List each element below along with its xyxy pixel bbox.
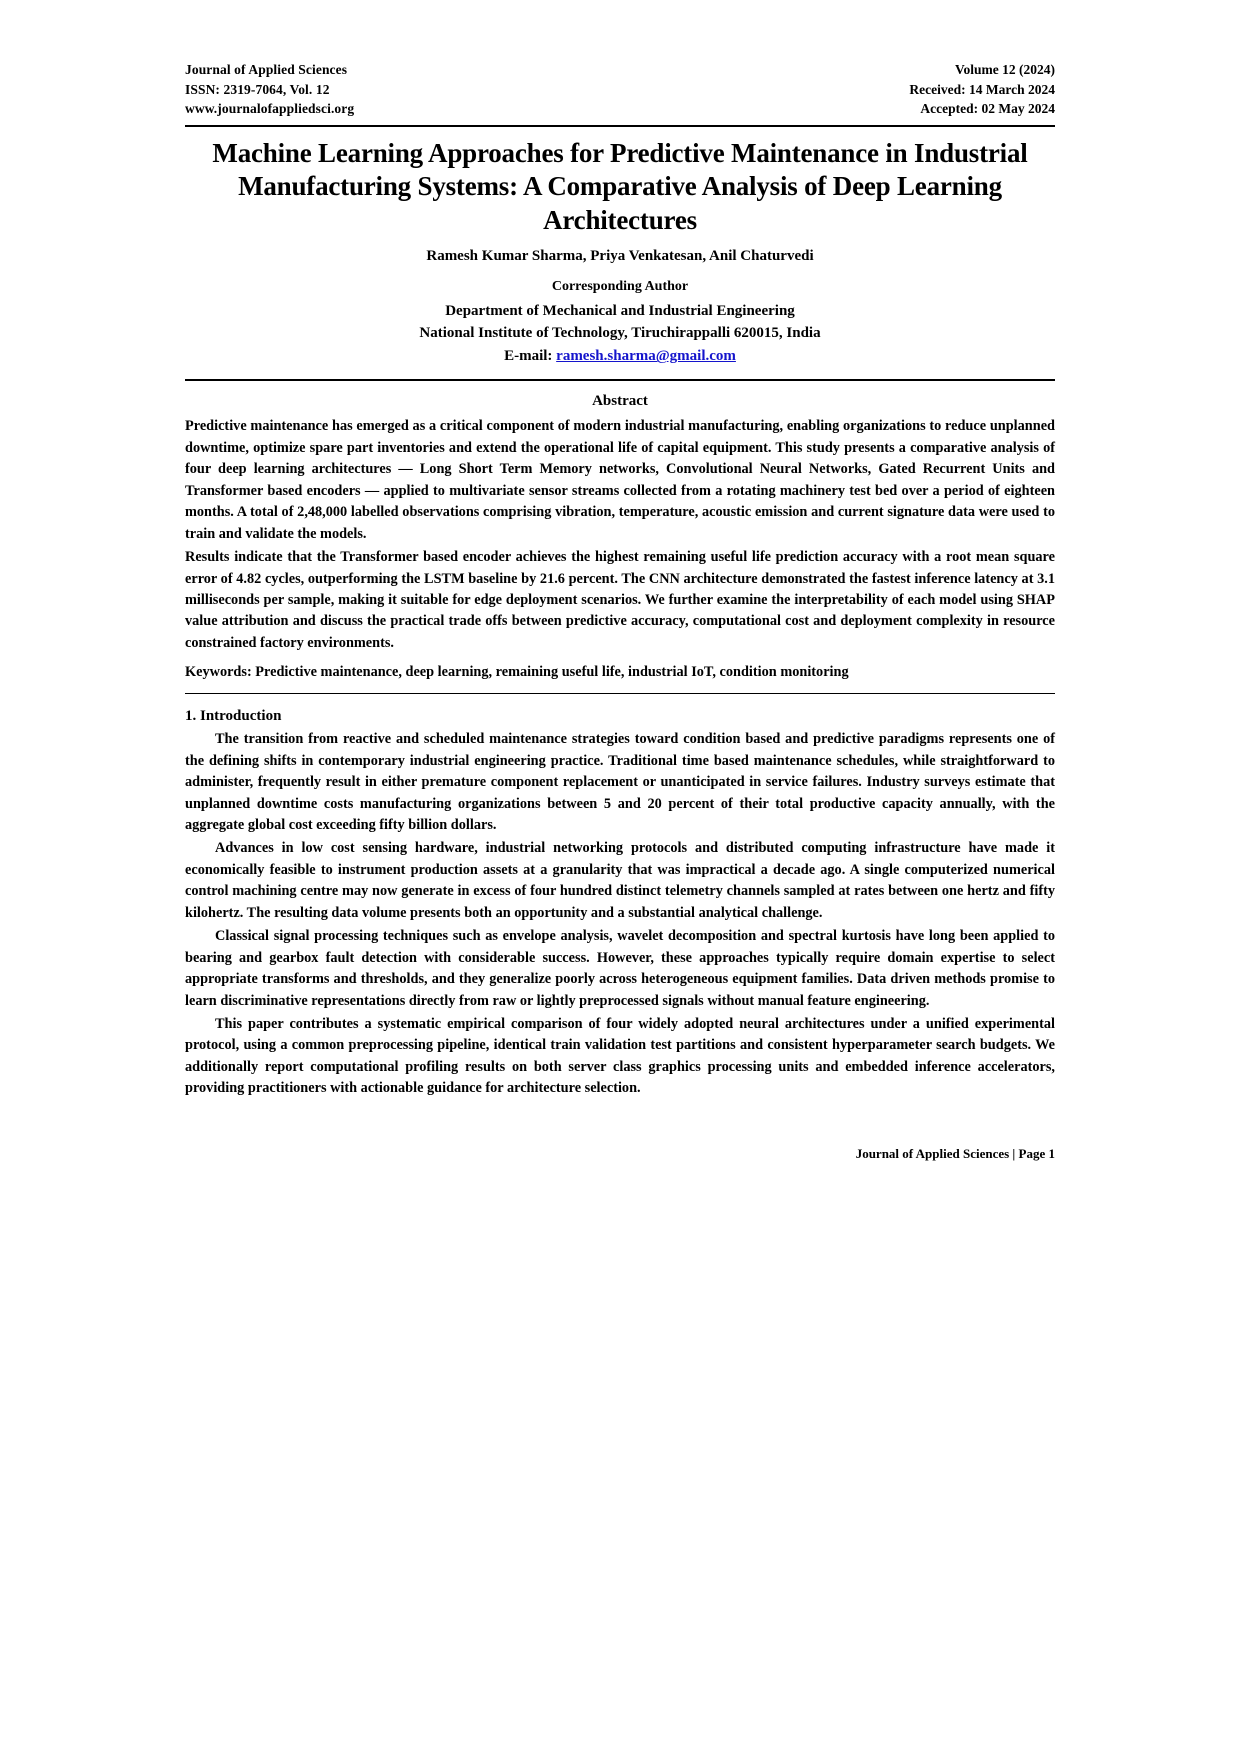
author-list: Ramesh Kumar Sharma, Priya Venkatesan, Anil Chaturvedi — [426, 247, 814, 264]
introduction-heading: 1. Introduction — [185, 708, 282, 725]
page-footer: Journal of Applied Sciences | Page 1 — [855, 1145, 1055, 1161]
abstract-paragraph-2: Results indicate that the Transformer based encoder achieves the highest remaining useful life prediction accuracy with a root mean square error of 4.82 cycles, outperforming the LSTM baseline by 21.6 percent. The CNN architecture demonstrated the fastest inference latency at 3.1 milliseconds per sample, making it suitable for edge deployment scenarios. We further examine the interpretability of each model using SHAP value attribution and discuss the practical trade offs between predictive accuracy, computational cost and deployment complexity in resource constrained factory environments. — [185, 549, 1055, 651]
page-title: Machine Learning Approaches for Predictive Maintenance in Industrial Manufacturing Systems: A Comparative Analysis of Deep Learning Architectures — [212, 137, 1028, 236]
email-link[interactable]: ramesh.sharma@gmail.com — [556, 348, 736, 365]
email-row — [185, 348, 1055, 365]
volume-label: Volume 12 (2024) — [955, 62, 1055, 77]
affiliation-line-1: Department of Mechanical and Industrial Engineering — [445, 302, 795, 319]
affiliation-line-2: National Institute of Technology, Tiruchirappalli 620015, India — [419, 324, 821, 341]
intro-paragraph-2: Advances in low cost sensing hardware, industrial networking protocols and distributed computing infrastructure have made it economically feasible to instrument production assets at a granularity that was impractical a decade ago. A single computerized numerical control machining centre may now generate in excess of four hundred distinct telemetry channels sampled at rates between one hertz and fifty kilohertz. The resulting data volume presents both an opportunity and a substantial analytical challenge. — [185, 840, 1055, 921]
keywords-value: Predictive maintenance, deep learning, remaining useful life, industrial IoT, condition monitoring — [255, 664, 849, 681]
email-label: E-mail: — [504, 348, 557, 365]
journal-header-right — [725, 60, 1055, 119]
abstract-divider-top — [185, 379, 1055, 381]
abstract-paragraph-1: Predictive maintenance has emerged as a critical component of modern industrial manufacturing, enabling organizations to reduce unplanned downtime, optimize spare part inventories and extend the operational life of capital equipment. This study presents a comparative analysis of four deep learning architectures — Long Short Term Memory networks, Convolutional Neural Networks, Gated Recurrent Units and Transformer based encoders — applied to multivariate sensor streams collected from a rotating machinery test bed over a period of eighteen months. A total of 2,48,000 labelled observations comprising vibration, temperature, acoustic emission and current signature data were used to train and validate the models. — [185, 418, 1055, 542]
keywords-label: Keywords: — [185, 664, 252, 681]
introduction-body — [185, 729, 1055, 1099]
paper-content — [185, 60, 1055, 1162]
intro-paragraph-4: This paper contributes a systematic empirical comparison of four widely adopted neural architectures under a unified experimental protocol, using a common preprocessing pipeline, identical train validation test partitions and consistent hyperparameter search budgets. We additionally report computational profiling results on both server class graphics processing units and embedded inference accelerators, providing practitioners with actionable guidance for architecture selection. — [185, 1015, 1055, 1097]
journal-header — [185, 60, 1055, 119]
intro-paragraph-1: The transition from reactive and scheduled maintenance strategies toward condition based and predictive paradigms represents one of the defining shifts in contemporary industrial engineering practice. Traditional time based maintenance schedules, while straightforward to administer, frequently result in either premature component replacement or unanticipated in service failures. Industry surveys estimate that unplanned downtime costs manufacturing organizations between 5 and 20 percent of their total productive capacity annually, with the aggregate global cost exceeding fifty billion dollars. — [185, 731, 1055, 833]
keywords-row — [185, 664, 1055, 681]
journal-header-left — [185, 60, 605, 119]
corresponding-author-label: Corresponding Author — [551, 278, 689, 294]
intro-divider — [185, 693, 1055, 694]
journal-issn: ISSN: 2319-7064, Vol. 12 — [185, 81, 330, 97]
journal-name: Journal of Applied Sciences — [185, 62, 348, 77]
intro-paragraph-3: Classical signal processing techniques such as envelope analysis, wavelet decomposition and spectral kurtosis have long been applied to bearing and gearbox fault detection with considerable success. However, these approaches typically require domain expertise to select appropriate transforms and thresholds, and they generalize poorly across heterogeneous equipment families. Data driven methods promise to learn discriminative representations directly from raw or lightly preprocessed signals without manual feature engineering. — [185, 928, 1055, 1009]
abstract-heading: Abstract — [592, 393, 648, 410]
journal-url[interactable]: www.journalofappliedsci.org — [185, 101, 355, 117]
received-date: Received: 14 March 2024 — [909, 81, 1055, 97]
header-divider — [185, 125, 1055, 127]
accepted-date: Accepted: 02 May 2024 — [920, 101, 1055, 117]
abstract-body — [185, 416, 1055, 654]
